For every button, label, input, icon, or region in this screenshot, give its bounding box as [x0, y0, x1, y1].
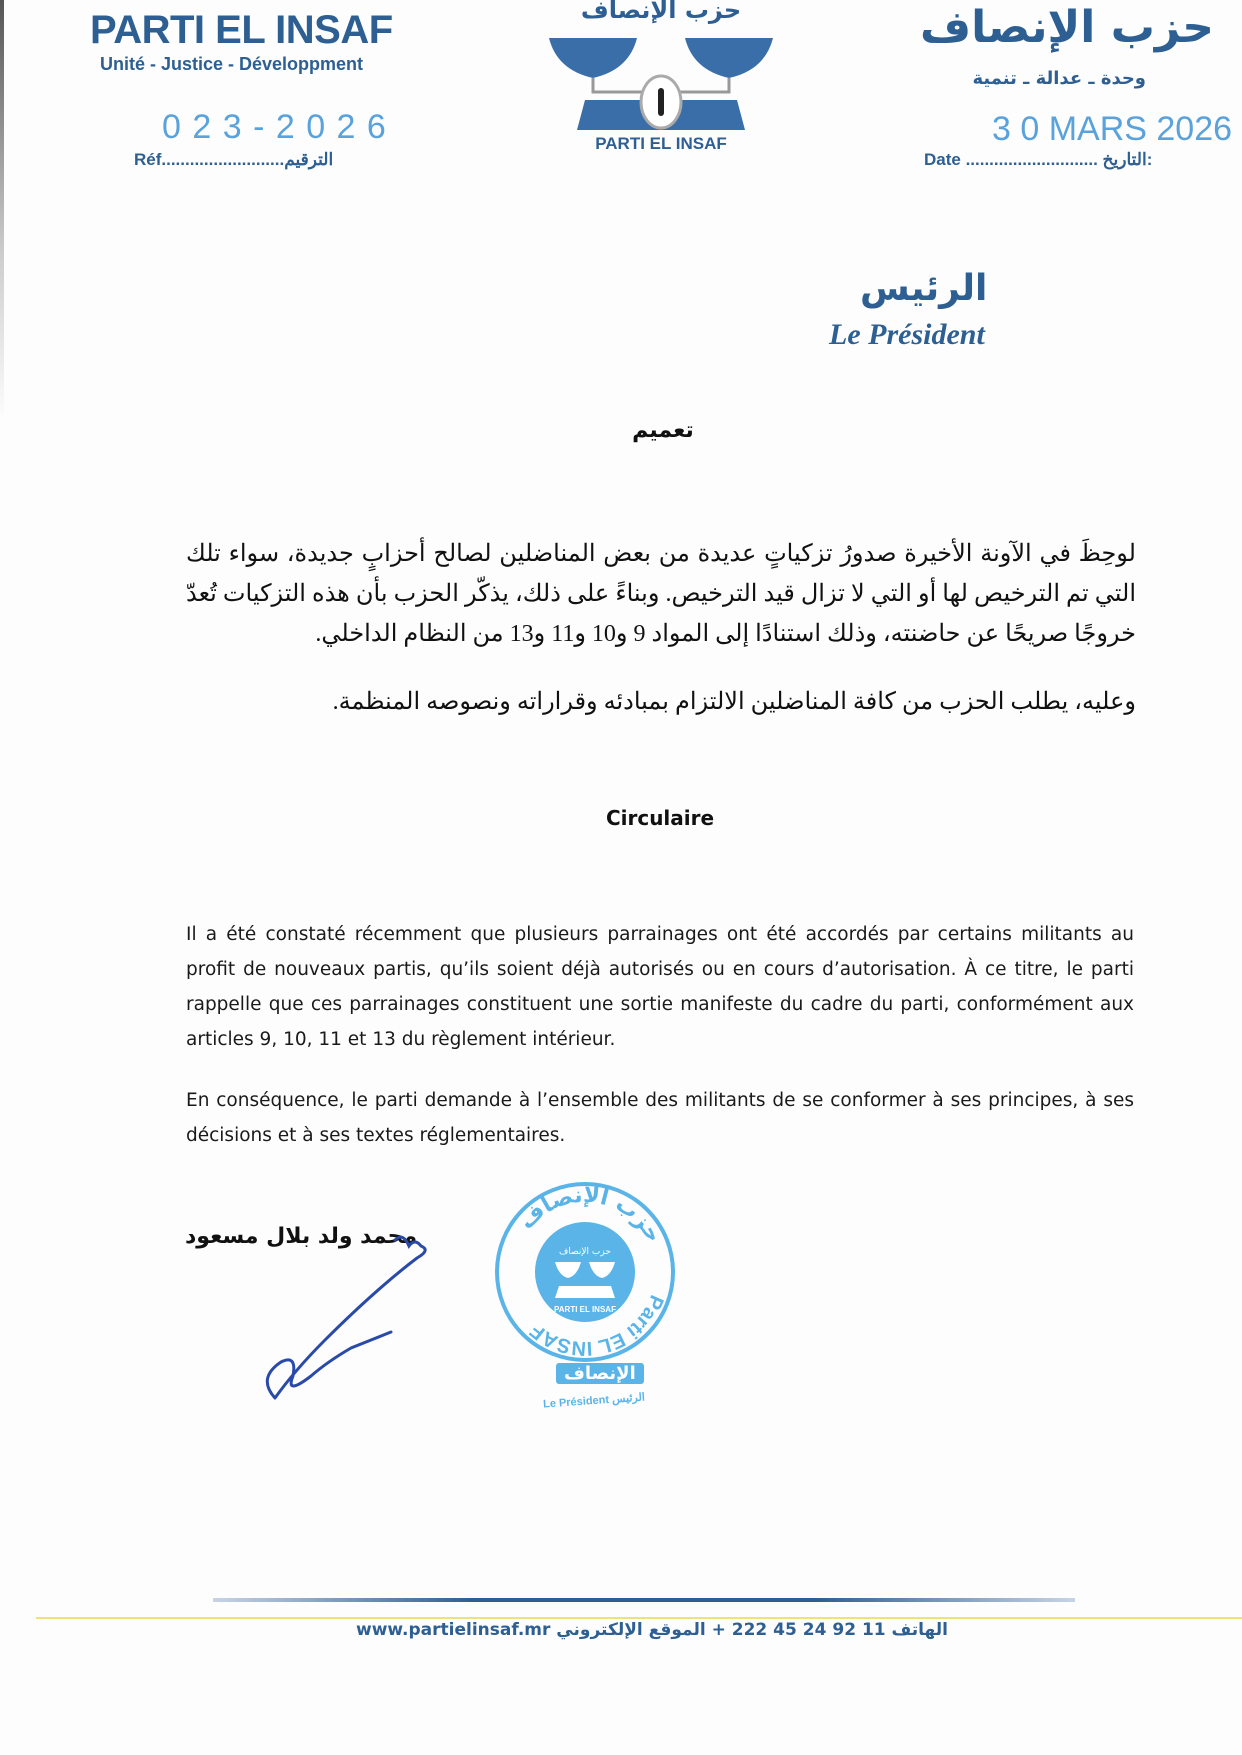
french-title: Circulaire: [605, 806, 715, 830]
logo-title-ar: حزب الإنصاف: [580, 0, 742, 24]
official-stamp: [493, 1180, 677, 1364]
stamp-ring-ar: حزب الإنصاف: [514, 1182, 667, 1247]
handwritten-signature: [255, 1230, 445, 1410]
date-stamp: 3 0 MARS 2026: [992, 110, 1233, 148]
arabic-paragraph-1: لوحِظَ في الآونة الأخيرة صدورُ تزكياتٍ عديدة من بعض المناضلين لصالح أحزابٍ جديدة، سواء تلك التي تم الترخيص لها أو التي لا تزال قيد الترخيص. وبناءً على ذلك، يذكّر الحزب بأن هذه التزكيات تُعدّ خروجًا صريحًا عن حاضنته، وذلك استنادًا إلى المواد 9 و10 و11 و13 من النظام الداخلي.: [186, 541, 1136, 647]
motto-ar: وحدة ـ عدالة ـ تنمية: [972, 68, 1146, 89]
stamp-label: الإنصاف: [556, 1363, 644, 1384]
arabic-paragraph-2: وعليه، يطلب الحزب من كافة المناضلين الالتزام بمبادئه وقراراته ونصوصه المنظمة.: [332, 689, 1136, 715]
sender-title-ar: الرئيس: [860, 268, 988, 309]
ref-label: Réf..........................الترقيم: [134, 150, 334, 169]
ref-number-stamp: 0 2 3 - 2 0 2 6: [162, 108, 387, 146]
french-paragraph-1: Il a été constaté récemment que plusieurs parrainages ont été accordés par certains militants au profit de nouveaux partis, qu’ils soient déjà autorisés ou en cours d’autorisation. À ce titre, le parti rappelle que ces parrainages constituent une sortie manifeste du cadre du parti, conformément aux articles 9, 10, 11 et 13 du règlement intérieur.: [186, 924, 1134, 1050]
logo-caption: PARTI EL INSAF: [595, 134, 727, 153]
signatory-name: محمد ولد بلال مسعود: [185, 1224, 418, 1249]
sender-title-fr: Le Président: [829, 318, 985, 351]
footer-rule: [213, 1598, 1075, 1602]
stamp-bottom-text: Le Président الرئيس: [542, 1391, 646, 1411]
party-logo: [549, 0, 773, 160]
party-name-ar: حزب الإنصاف: [920, 2, 1214, 53]
footer-accent-line: [36, 1617, 1242, 1619]
scales-icon: [549, 30, 773, 135]
stamp-inner-fr: PARTI EL INSAF: [554, 1305, 616, 1314]
motto-fr: Unité - Justice - Développment: [100, 54, 364, 74]
french-paragraph-2: En conséquence, le parti demande à l’ensemble des militants de se conformer à ses principes, à ses décisions et à ses textes réglementaires.: [186, 1090, 1134, 1146]
date-label: Date ............................ التاريخ:: [924, 150, 1153, 169]
arabic-title: تعميم: [632, 418, 694, 443]
footer-contact: الهاتف 11 92 24 45 222 + الموقع الإلكتروني www.partielinsaf.mr: [356, 1620, 948, 1640]
stamp-ring-fr: Parti EL INSAF: [526, 1291, 668, 1360]
party-name-fr: PARTI EL INSAF: [90, 8, 393, 52]
stamp-inner-ar: حزب الإنصاف: [559, 1247, 611, 1257]
scan-edge: [0, 0, 4, 420]
